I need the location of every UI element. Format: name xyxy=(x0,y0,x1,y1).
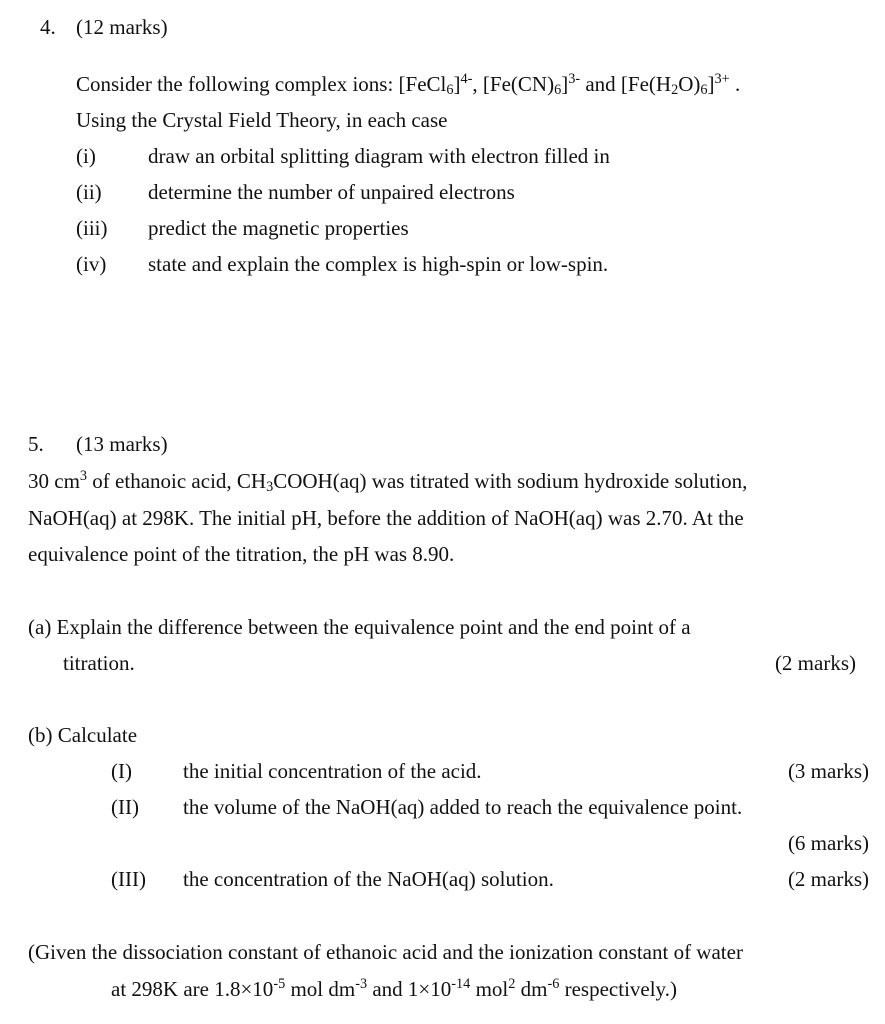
q4-part-text-iv: state and explain the complex is high-spin or low-spin. xyxy=(148,252,609,276)
q5-part-a-line-1: (a) Explain the difference between the equivalence point and the end point of a xyxy=(28,615,691,639)
q4-intro: Consider the following complex ions: [FeCl$_6$]$^{4-}$, $[Fe(CN)_6]^{3-}$ and $[Fe(H_2O)_6]^{3+}$ . xyxy=(76,71,741,99)
q5-part-b-text-2: the volume of the NaOH(aq) added to reach the equivalence point. xyxy=(183,795,743,819)
q5-part-b-marks-3: (2 marks) xyxy=(787,867,869,891)
q4-ion3-sub-h: 2 xyxy=(671,82,679,99)
q5-given-line-2 xyxy=(111,976,677,1001)
q5-given-l2-a: at 298K are 1.8×10 xyxy=(111,977,274,1001)
q5-given-l2-c: and 1×10 xyxy=(367,977,452,1001)
q5-given-l2-sup5: -6 xyxy=(547,976,560,993)
q4-ion3-sup: 3+ xyxy=(714,71,730,88)
q4-marks: (12 marks) xyxy=(76,15,168,39)
q4-intro-mid2: and [Fe(H xyxy=(580,72,672,96)
q5-given-l2-sup4: 2 xyxy=(508,976,516,993)
q4-ion1-sup: 4- xyxy=(460,71,473,88)
q5-part-b-heading: (b) Calculate xyxy=(28,723,138,747)
q5-given-l2-b: mol dm xyxy=(285,977,356,1001)
q5-given-l2-e: dm xyxy=(515,977,548,1001)
q4-part-text-ii: determine the number of unpaired electrons xyxy=(148,180,515,204)
q4-part-label-iv: (iv) xyxy=(76,252,107,276)
q5-given-l2-sup1: -5 xyxy=(273,976,286,993)
q4-ion2-sup: 3- xyxy=(568,71,581,88)
q5-given-l2-d: mol xyxy=(470,977,509,1001)
q4-intro-mid1: , [Fe(CN) xyxy=(472,72,555,96)
q5-part-b-label-3: (III) xyxy=(111,867,146,891)
q4-ion3-sub: 6 xyxy=(700,82,708,99)
q4-part-text-iii: predict the magnetic properties xyxy=(148,216,409,240)
q4-part-label-ii: (ii) xyxy=(76,180,102,204)
q5-part-b-label-2: (II) xyxy=(111,795,139,819)
q5-given-l2-f: respectively.) xyxy=(559,977,677,1001)
q4-instruction: Using the Crystal Field Theory, in each case xyxy=(76,108,448,132)
q5-part-b-marks-2: (6 marks) xyxy=(787,831,869,855)
q5-given-l2-sup3: -14 xyxy=(451,976,471,993)
q5-part-b-text-3: the concentration of the NaOH(aq) solution. xyxy=(183,867,554,891)
q5-marks: (13 marks) xyxy=(76,432,168,456)
q4-part-label-iii: (iii) xyxy=(76,216,108,240)
q5-stem-l1-b: of ethanoic acid, CH xyxy=(87,469,267,493)
q4-number: 4. xyxy=(40,15,56,39)
q5-stem-line-1 xyxy=(28,468,748,496)
q5-part-a-marks: (2 marks) xyxy=(774,651,856,675)
q5-stem-l1-a: 30 cm xyxy=(28,469,80,493)
q5-part-b-text-1: the initial concentration of the acid. xyxy=(183,759,482,783)
q5-number: 5. xyxy=(28,432,44,456)
q5-given-line-1: (Given the dissociation constant of ethanoic acid and the ionization constant of water xyxy=(28,940,743,964)
q5-stem-l1-c: COOH(aq) was titrated with sodium hydroxide solution, xyxy=(273,469,748,493)
q5-stem-l1-sub: 3 xyxy=(266,479,274,496)
q4-intro-mid3: O) xyxy=(678,72,701,96)
q5-stem-line-2: NaOH(aq) at 298K. The initial pH, before the addition of NaOH(aq) was 2.70. At the xyxy=(28,506,744,530)
q5-part-b-marks-1: (3 marks) xyxy=(787,759,869,783)
q5-stem-line-3: equivalence point of the titration, the pH was 8.90. xyxy=(28,542,455,566)
q4-intro-lead: Consider the following complex ions: [FeCl xyxy=(76,72,447,96)
q5-given-l2-sup2: -3 xyxy=(355,976,368,993)
q5-part-a-line-2: titration. xyxy=(63,651,135,675)
q4-part-label-i: (i) xyxy=(76,144,96,168)
q4-intro-tail: . xyxy=(729,72,741,96)
q5-stem-l1-sup: 3 xyxy=(79,468,88,485)
q5-part-b-label-1: (I) xyxy=(111,759,132,783)
q4-ion2-sub: 6 xyxy=(554,82,562,99)
q4-ion1-sub: 6 xyxy=(446,82,454,99)
q4-part-text-i: draw an orbital splitting diagram with electron filled in xyxy=(148,144,610,168)
